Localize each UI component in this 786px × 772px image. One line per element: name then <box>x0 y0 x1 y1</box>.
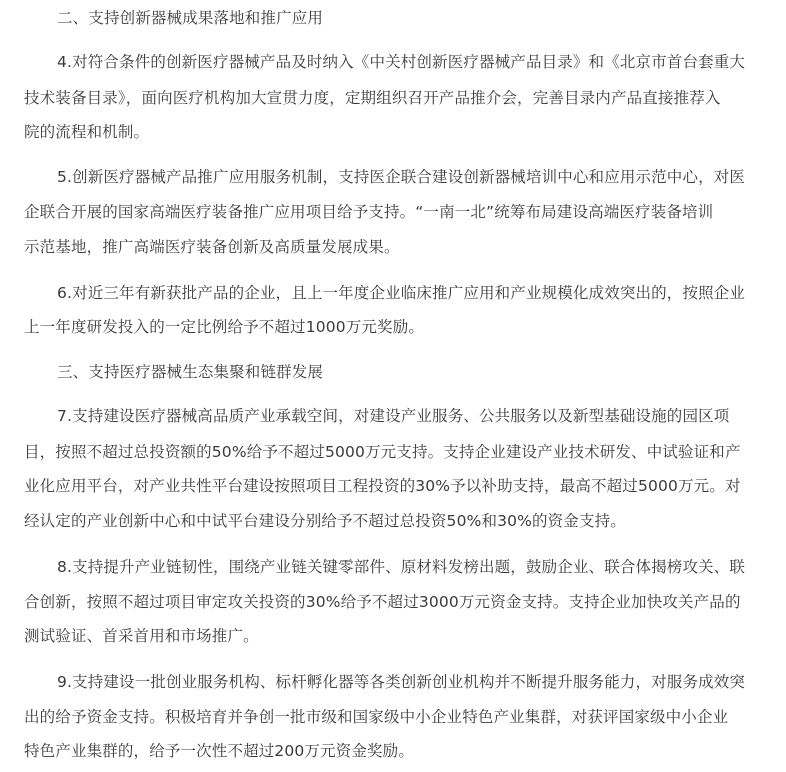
item-8-line-2: 合创新，按照不超过项目审定攻关投资的30%给予不超过3000万元资金支持。支持企业加快攻关产品的 <box>24 593 741 611</box>
item-6-line-1: 6.对近三年有新获批产品的企业，且上一年度企业临床推广应用和产业规模化成效突出的，按照企业 <box>57 284 746 302</box>
item-7-line-3: 业化应用平台，对产业共性平台建设按照项目工程投资的30%予以补助支持，最高不超过5000万元。对 <box>24 477 741 495</box>
section-heading-3: 三、支持医疗器械生态集聚和链群发展 <box>57 363 324 381</box>
item-9-line-3: 特色产业集群的，给予一次性不超过200万元资金奖励。 <box>24 742 414 760</box>
item-6-line-2: 上一年度研发投入的一定比例给予不超过1000万元奖励。 <box>24 318 424 336</box>
item-4-line-1: 4.对符合条件的创新医疗器械产品及时纳入《中关村创新医疗器械产品目录》和《北京市首台套重大 <box>57 53 746 71</box>
item-4-line-2: 技术装备目录》，面向医疗机构加大宣贯力度，定期组织召开产品推介会，完善目录内产品直接推荐入 <box>24 89 721 107</box>
section-heading-2: 二、支持创新器械成果落地和推广应用 <box>57 9 324 27</box>
item-5-line-1: 5.创新医疗器械产品推广应用服务机制，支持医企联合建设创新器械培训中心和应用示范中心，对医 <box>57 168 746 186</box>
item-9-line-1: 9.支持建设一批创业服务机构、标杆孵化器等各类创新创业机构并不断提升服务能力，对服务成效突 <box>57 673 746 691</box>
item-5-line-3: 示范基地，推广高端医疗装备创新及高质量发展成果。 <box>24 238 400 256</box>
item-7-line-1: 7.支持建设医疗器械高品质产业承载空间，对建设产业服务、公共服务以及新型基础设施的园区项 <box>57 407 730 425</box>
item-4-line-3: 院的流程和机制。 <box>24 123 150 141</box>
item-8-line-1: 8.支持提升产业链韧性，围绕产业链关键零部件、原材料发榜出题，鼓励企业、联合体揭榜攻关、联 <box>57 558 746 576</box>
item-9-line-2: 出的给予资金支持。积极培育并争创一批市级和国家级中小企业特色产业集群，对获评国家级中小企业 <box>24 708 729 726</box>
item-7-line-4: 经认定的产业创新中心和中试平台建设分别给予不超过总投资50%和30%的资金支持。 <box>24 512 626 530</box>
item-7-line-2: 目，按照不超过总投资额的50%给予不超过5000万元支持。支持企业建设产业技术研发、中试验证和产 <box>24 443 741 461</box>
item-5-line-2: 企联合开展的国家高端医疗装备推广应用项目给予支持。“一南一北”统筹布局建设高端医疗装备培训 <box>24 203 714 221</box>
item-8-line-3: 测试验证、首采首用和市场推广。 <box>24 627 259 645</box>
